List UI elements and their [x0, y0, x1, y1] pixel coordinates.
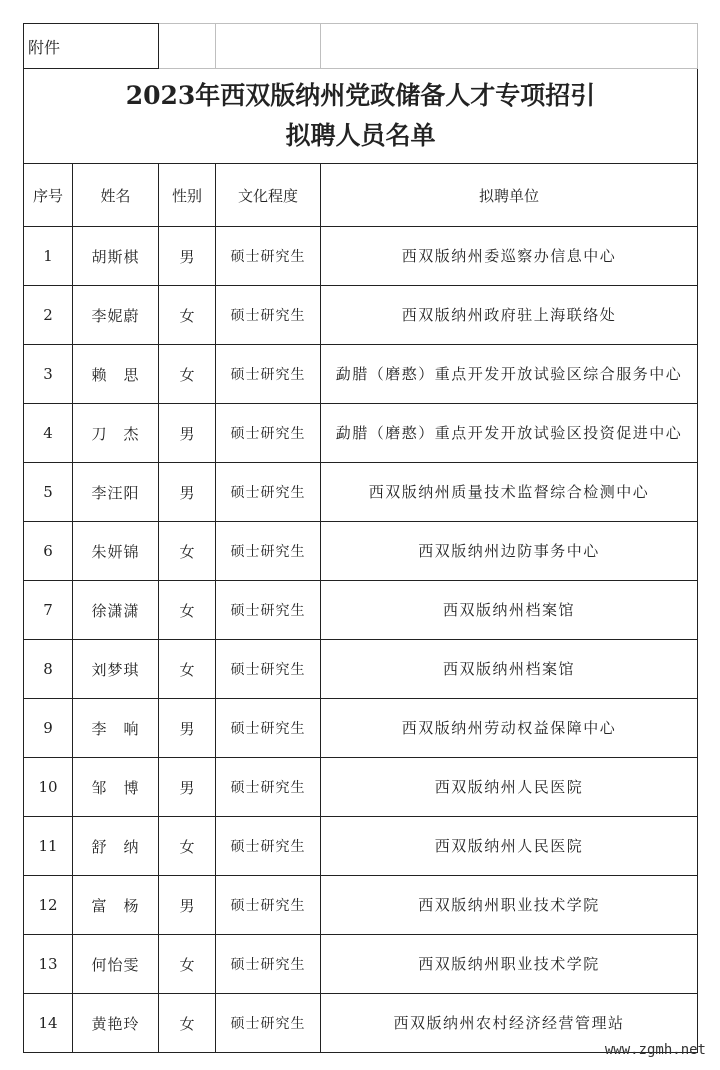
cell-gender: 男 — [159, 699, 216, 758]
cell-name: 刘梦琪 — [73, 640, 159, 699]
cell-name: 朱妍锦 — [73, 522, 159, 581]
cell-no: 1 — [24, 227, 73, 286]
cell-gender: 女 — [159, 581, 216, 640]
table-row — [24, 935, 698, 994]
cell-unit: 西双版纳州政府驻上海联络处 — [321, 286, 698, 345]
cell-unit: 西双版纳州人民医院 — [321, 817, 698, 876]
cell-education: 硕士研究生 — [216, 522, 321, 581]
cell-no: 5 — [24, 463, 73, 522]
document-title — [24, 69, 698, 164]
table-row — [24, 227, 698, 286]
cell-no: 11 — [24, 817, 73, 876]
cell-name: 李妮蔚 — [73, 286, 159, 345]
cell-unit: 西双版纳州人民医院 — [321, 758, 698, 817]
cell-gender: 女 — [159, 640, 216, 699]
cell-education: 硕士研究生 — [216, 817, 321, 876]
cell-gender: 男 — [159, 404, 216, 463]
cell-unit: 西双版纳州边防事务中心 — [321, 522, 698, 581]
cell-no: 14 — [24, 994, 73, 1053]
cell-education: 硕士研究生 — [216, 286, 321, 345]
cell-no: 13 — [24, 935, 73, 994]
cell-unit: 西双版纳州职业技术学院 — [321, 876, 698, 935]
cell-education: 硕士研究生 — [216, 699, 321, 758]
table-row — [24, 522, 698, 581]
cell-education: 硕士研究生 — [216, 876, 321, 935]
cell-no: 2 — [24, 286, 73, 345]
cell-name: 何怡雯 — [73, 935, 159, 994]
cell-gender: 男 — [159, 876, 216, 935]
cell-unit: 西双版纳州职业技术学院 — [321, 935, 698, 994]
cell-education: 硕士研究生 — [216, 227, 321, 286]
cell-name: 徐潇潇 — [73, 581, 159, 640]
cell-no: 6 — [24, 522, 73, 581]
cell-gender: 男 — [159, 227, 216, 286]
table-row — [24, 581, 698, 640]
header-name: 姓名 — [73, 164, 159, 227]
cell-no: 10 — [24, 758, 73, 817]
cell-education: 硕士研究生 — [216, 994, 321, 1053]
cell-name: 邹 博 — [73, 758, 159, 817]
table-row — [24, 817, 698, 876]
table-row — [24, 758, 698, 817]
cell-no: 9 — [24, 699, 73, 758]
cell-name: 胡斯棋 — [73, 227, 159, 286]
cell-no: 12 — [24, 876, 73, 935]
cell-education: 硕士研究生 — [216, 640, 321, 699]
cell-name: 刀 杰 — [73, 404, 159, 463]
cell-gender: 女 — [159, 522, 216, 581]
cell-unit: 西双版纳州档案馆 — [321, 581, 698, 640]
cell-gender: 女 — [159, 935, 216, 994]
cell-name: 舒 纳 — [73, 817, 159, 876]
cell-unit: 勐腊（磨憨）重点开发开放试验区投资促进中心 — [321, 404, 698, 463]
title-row — [24, 69, 698, 164]
title-line-2: 拟聘人员名单 — [285, 121, 436, 150]
empty-cell — [216, 24, 321, 69]
cell-unit: 西双版纳州委巡察办信息中心 — [321, 227, 698, 286]
annex-label: 附件 — [24, 24, 159, 69]
cell-gender: 男 — [159, 758, 216, 817]
cell-name: 黄艳玲 — [73, 994, 159, 1053]
table-row — [24, 994, 698, 1053]
cell-education: 硕士研究生 — [216, 463, 321, 522]
cell-education: 硕士研究生 — [216, 581, 321, 640]
cell-name: 赖 思 — [73, 345, 159, 404]
table-row — [24, 876, 698, 935]
table-row — [24, 463, 698, 522]
cell-unit: 西双版纳州劳动权益保障中心 — [321, 699, 698, 758]
annex-row — [24, 24, 698, 69]
cell-name: 李汪阳 — [73, 463, 159, 522]
cell-no: 8 — [24, 640, 73, 699]
header-gender: 性别 — [159, 164, 216, 227]
cell-gender: 女 — [159, 817, 216, 876]
title-line-1: 2023年西双版纳州党政储备人才专项招引 — [125, 81, 596, 110]
cell-gender: 男 — [159, 463, 216, 522]
table-header — [24, 164, 698, 227]
empty-cell — [321, 24, 698, 69]
header-unit: 拟聘单位 — [321, 164, 698, 227]
table-row — [24, 404, 698, 463]
table-row — [24, 640, 698, 699]
cell-unit: 西双版纳州档案馆 — [321, 640, 698, 699]
cell-no: 4 — [24, 404, 73, 463]
cell-education: 硕士研究生 — [216, 935, 321, 994]
table-row — [24, 699, 698, 758]
cell-name: 富 杨 — [73, 876, 159, 935]
table-row — [24, 345, 698, 404]
cell-no: 3 — [24, 345, 73, 404]
cell-gender: 女 — [159, 994, 216, 1053]
cell-education: 硕士研究生 — [216, 345, 321, 404]
cell-unit: 西双版纳州农村经济经营管理站 — [321, 994, 698, 1053]
empty-cell — [159, 24, 216, 69]
cell-gender: 女 — [159, 286, 216, 345]
table-row — [24, 286, 698, 345]
cell-education: 硕士研究生 — [216, 404, 321, 463]
watermark: www.zgmh.net — [604, 1042, 706, 1058]
cell-name: 李 响 — [73, 699, 159, 758]
cell-unit: 勐腊（磨憨）重点开发开放试验区综合服务中心 — [321, 345, 698, 404]
cell-no: 7 — [24, 581, 73, 640]
header-no: 序号 — [24, 164, 73, 227]
cell-gender: 女 — [159, 345, 216, 404]
cell-unit: 西双版纳州质量技术监督综合检测中心 — [321, 463, 698, 522]
header-education: 文化程度 — [216, 164, 321, 227]
candidate-table — [23, 23, 698, 1053]
cell-education: 硕士研究生 — [216, 758, 321, 817]
